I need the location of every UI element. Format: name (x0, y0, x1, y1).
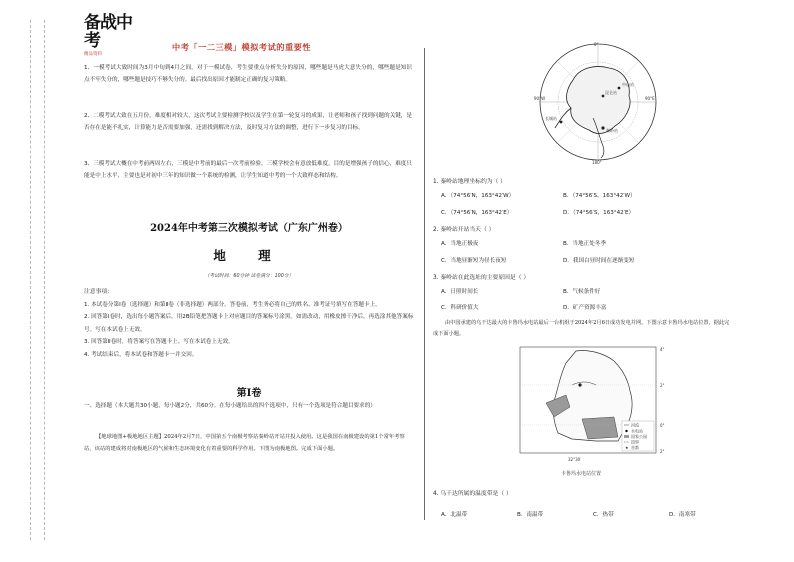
legend-capital: 首都 (631, 445, 639, 450)
legend-station: 水电站 (631, 428, 643, 434)
q4-option-d[interactable]: D．南寒带 (669, 512, 696, 518)
legend-park: 国家公园 (631, 434, 647, 439)
label-180: 180° (592, 160, 602, 165)
qinling-station-marker (601, 126, 604, 129)
notice-item-1: 1. 本试卷分第Ⅰ卷（选择题）和第Ⅱ卷（非选择题）两部分。答卷前，考生务必将自己的姓名、准考证号填写在答题卡上。 (84, 302, 381, 308)
q1-option-a[interactable]: A．（74°56′N，163°42′W） (441, 193, 515, 199)
logo (84, 13, 144, 57)
notice-item-4: 4. 考试结束后，将本试卷和答题卡一并交回。 (84, 351, 198, 358)
changcheng-station-marker (560, 121, 563, 124)
notice-list (84, 299, 414, 361)
label-kunlun: 昆仑站 (605, 90, 617, 95)
logo-subtitle: 精品资料 (84, 52, 102, 57)
notice-item-2: 2. 回答第Ⅰ卷时，选出每小题答案后，用2B铅笔把答题卡上对应题目的答案标号涂黑。如需改动，用橡皮擦干净后，再选涂其他答案标号。写在本试卷上无效。 (84, 314, 414, 333)
lat-label-4: 4° (660, 347, 665, 352)
label-0: 0° (594, 42, 599, 47)
volume-title: 第Ⅰ卷 (236, 388, 262, 399)
map-legend (622, 421, 654, 451)
uganda-intro: 由中国承建的乌干达最大的卡鲁玛水电站最后一台机组于2024年2月6日成功发电并网。下图示意卡鲁玛水电站位置，据此完成下面小题。 (433, 320, 730, 337)
importance-banner: 中考「一二三模」模拟考试的重要性 (172, 42, 312, 52)
legend-border: 国界 (631, 439, 639, 445)
label-90w: 90°W (534, 96, 546, 101)
lat-label-2s: 2° (660, 449, 665, 454)
q4-option-b[interactable]: B．南温带 (517, 512, 544, 518)
q4-option-a[interactable]: A．北温带 (441, 512, 468, 518)
uganda-map (518, 345, 678, 467)
lon-label: 32°30′ (568, 457, 582, 462)
lat-label-0: 0° (660, 423, 665, 428)
uganda-map-caption: 卡鲁玛水电站位置 (561, 471, 602, 477)
q3-option-d[interactable]: D．矿产资源丰富 (563, 305, 607, 311)
q1-option-d[interactable]: D．（74°56′S，163°42′E） (563, 210, 635, 216)
q4-option-c[interactable]: C．热带 (593, 512, 614, 518)
background-paragraph: 【地球地图+极地地区主题】2024年2月7日，中国第五个南极考察站秦岭站开站并投入使用。这是我国在南极建设的第1个常年考察站，该站的建成将对南极地区的气候和生态环境变化有着重要的科学作用。下图为南极地图。完成下面小题。 (84, 434, 405, 452)
subject-title: 地 理 (213, 248, 285, 263)
kunlun-station-marker (602, 95, 605, 98)
lat-label-2: 2° (660, 383, 665, 388)
notice-item-3: 3. 回答第Ⅱ卷时，将答案写在答题卡上。写在本试卷上无效。 (84, 339, 234, 346)
exam-title: 2024年中考第三次模拟考试（广东广州卷） (150, 223, 348, 234)
zhongshan-station-marker (618, 87, 621, 90)
column-divider (424, 48, 425, 520)
question-2: 2. 秦岭站开站当天（ ） (433, 227, 495, 233)
q2-option-d[interactable]: D．我国白昼时间在逐渐变短 (563, 258, 635, 264)
svg-text:★: ★ (625, 445, 629, 450)
q3-option-a[interactable]: A．日照时间长 (441, 289, 479, 295)
label-90e: 90°E (645, 96, 655, 101)
lake-region (582, 417, 618, 439)
antarctica-map (533, 40, 663, 165)
label-qinling: 秦岭站 (606, 128, 618, 133)
label-zhongshan: 中山站 (622, 82, 634, 87)
q2-option-b[interactable]: B．当地正处冬季 (563, 241, 606, 247)
question-3: 3. 秦岭站在此选址的主要原因是（ ） (433, 275, 530, 281)
logo-text: 备战中考 (84, 13, 132, 51)
notice-title: 注意事项： (84, 289, 113, 295)
exam-meta: （考试时间：60分钟 试卷满分：100分） (204, 274, 294, 279)
question-1: 1. 秦岭站地理坐标约为（ ） (433, 179, 506, 185)
binding-margin (30, 20, 70, 540)
importance-paragraph-2: 2、二模考试大致在五月份，难度相对较大，这次考试主要检测学校以及学生在第一轮复习的成果，让老师和孩子找到问题的关键，是否存在是能不扎实，计算能力是否需要加强，还需找到解决方法，及时复习方法的调整，进行下一步复习的目标。 (84, 113, 412, 131)
section-heading: 一、选择题（本大题共30小题，每小题2分，共60分。在每小题给出的四个选项中，只有一个选项是符合题目要求的） (84, 403, 376, 409)
q1-option-b[interactable]: B．（74°56′S，163°42′W） (563, 193, 636, 199)
legend-river: 河流 (631, 422, 639, 428)
label-changcheng: 长城站 (545, 116, 557, 121)
q2-option-a[interactable]: A．当地正极夜 (441, 241, 479, 247)
importance-paragraph-3: 3、三模考试大概在中考前两周左右，三模是中考前的最后一次考前检验。三模学校会有意放低难度，目的是增强孩子的信心，难度只能是中上水平，主要也是对初中三年的知识做一个系统的检测，让学生知道中考的一个大致样态和结构。 (84, 161, 412, 179)
question-4: 4. 乌干达所属的温度带是（ ） (433, 491, 512, 497)
importance-paragraph-1: 1、一模考试大致时间为3月中旬到4月之间，对于一模试卷，考生要重点分析失分的原因，哪些题是马虎大意失分的，哪些题是知识点不牢失分的，哪些题是技巧不够失分的。最后找出原因才能制定正确的复习策略。 (84, 65, 412, 83)
q2-option-c[interactable]: C．当地昼渐短为昼长夜短 (441, 258, 507, 264)
q3-option-c[interactable]: C．科研价值大 (441, 305, 479, 311)
q1-option-c[interactable]: C．（74°56′N，163°42′E） (441, 210, 513, 216)
q3-option-b[interactable]: B．气候条件好 (563, 289, 601, 295)
